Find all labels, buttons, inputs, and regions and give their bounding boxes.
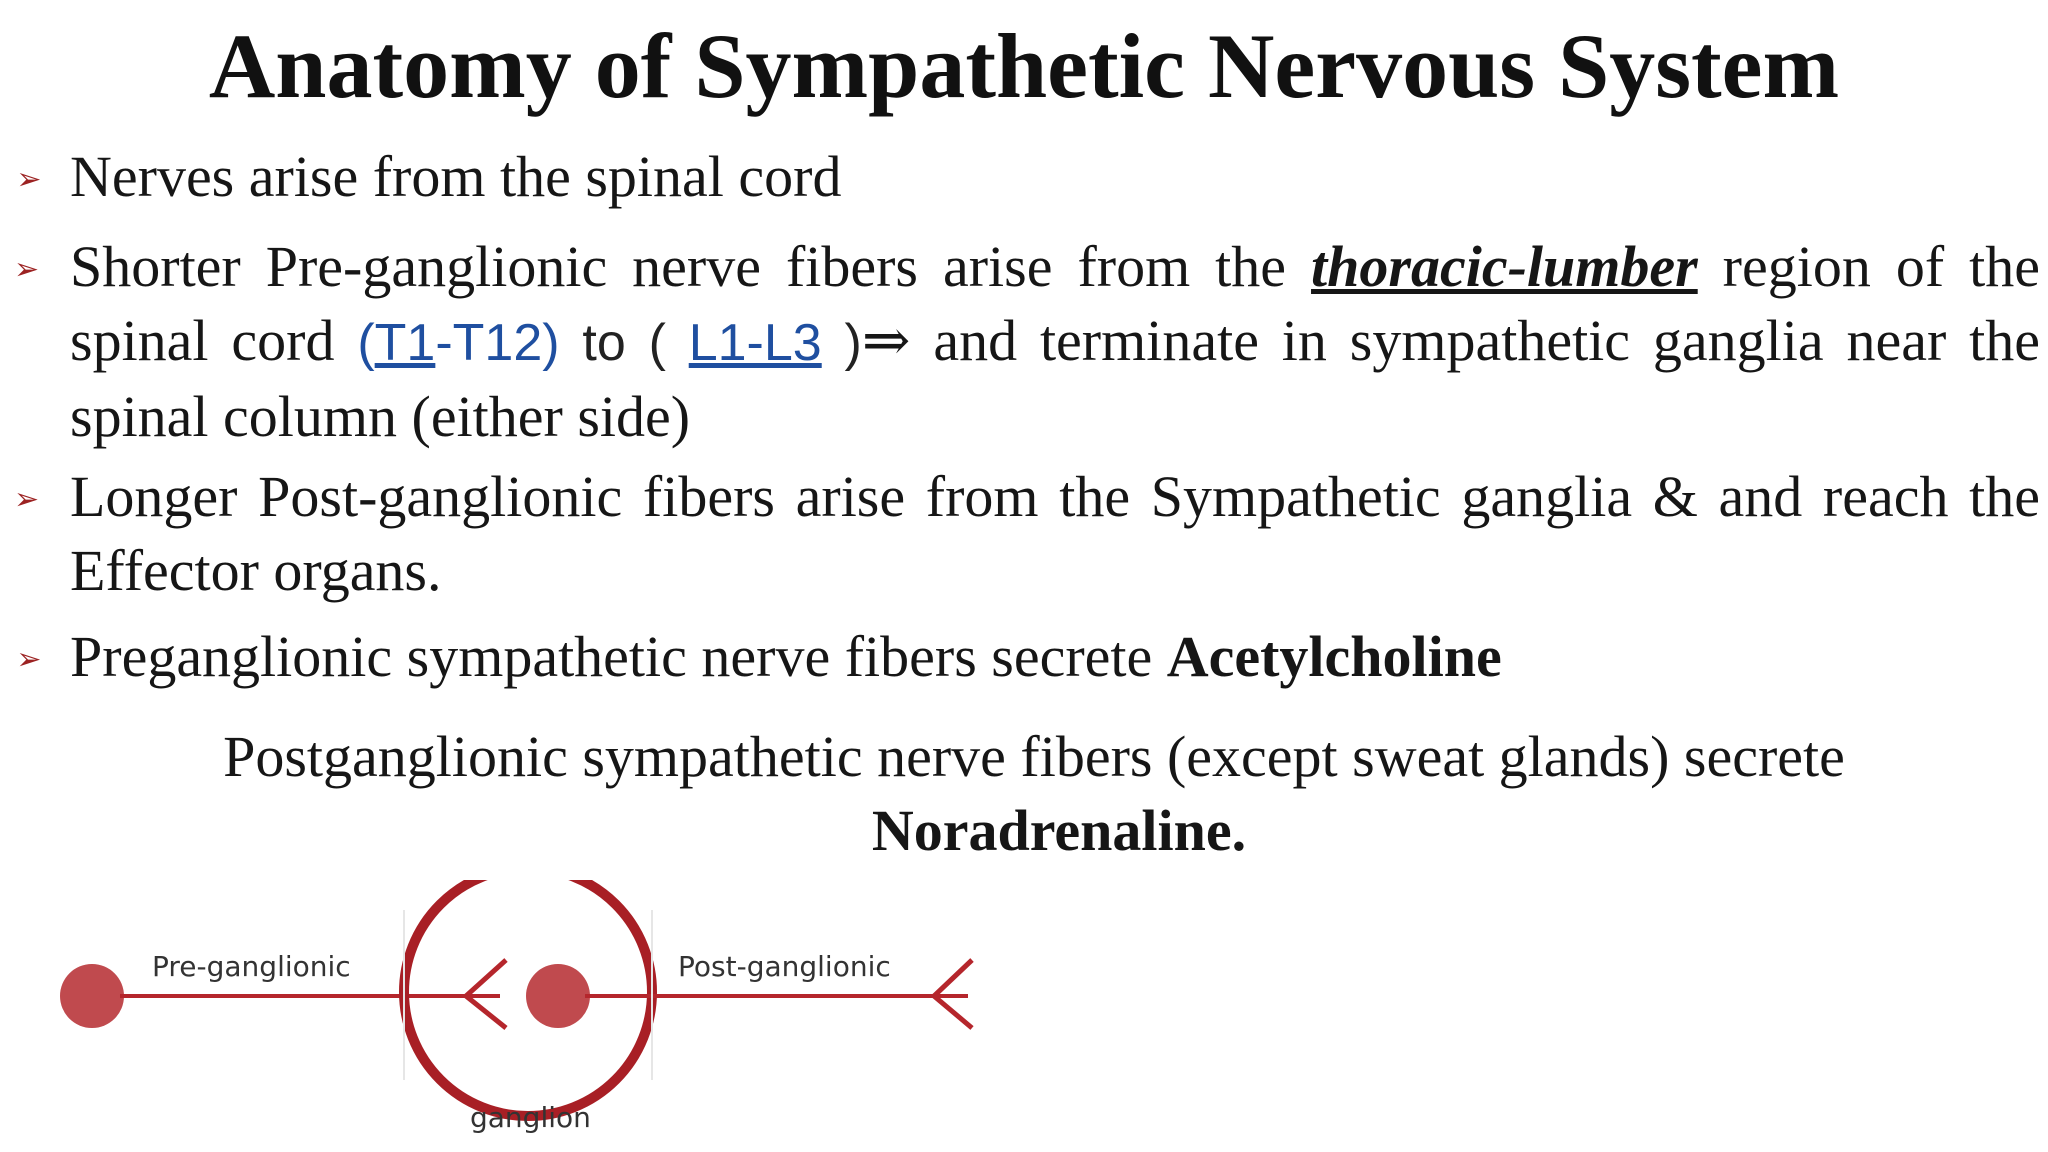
thoracic-lumber-emphasis: thoracic-lumber [1311,234,1698,299]
bullet-text-part2: region of the spinal cord [70,234,2040,373]
post-ganglionic-label: Post-ganglionic [678,950,891,983]
postganglionic-line: Postganglionic sympathetic nerve fibers (except sweat glands) secrete [223,724,1845,789]
l1-l3-link[interactable]: L1-L3 [688,314,822,372]
t1-link[interactable]: T1 [374,314,436,372]
bullet-text-part3: and terminate in sympathetic ganglia near the spinal column (either side) [70,308,2040,449]
noradrenaline-bold: Noradrenaline. [871,798,1247,863]
paren-open: ( [357,314,375,372]
bullet-text: Nerves arise from the spinal cord [70,144,842,209]
bullet-item-1 [16,140,2040,214]
pre-neuron-body [60,964,124,1028]
slide-title: Anatomy of Sympathetic Nervous System [208,15,1840,117]
ganglion-label: ganglion [470,1101,591,1134]
arrow-bullet-icon: ➢ [14,253,40,286]
arrow-bullet-icon: ➢ [16,643,42,676]
acetylcholine-bold: Acetylcholine [1166,624,1502,689]
post-neuron-body [526,964,590,1028]
close-paren: ) [821,314,862,372]
bullet-text: Longer Post-ganglionic fibers arise from the Sympathetic ganglia & and reach the Effector organs. [70,464,2040,603]
bullet-item-4 [16,620,2040,694]
implies-arrow-icon: ⇒ [861,308,911,373]
bullet-text-part1: Shorter Pre-ganglionic nerve fibers arise from the [70,234,1312,299]
arrow-bullet-icon: ➢ [14,483,40,516]
arrow-bullet-icon: ➢ [16,163,42,196]
bullet-item-2 [14,230,2040,454]
pre-ganglionic-label: Pre-ganglionic [152,950,351,983]
bullet-text: Preganglionic sympathetic nerve fibers secrete [70,624,1167,689]
to-text: to ( [559,314,689,372]
neuron-pathway-diagram [0,880,1100,1152]
bullet-item-3 [14,460,2040,608]
t12-range: -T12) [435,314,560,372]
